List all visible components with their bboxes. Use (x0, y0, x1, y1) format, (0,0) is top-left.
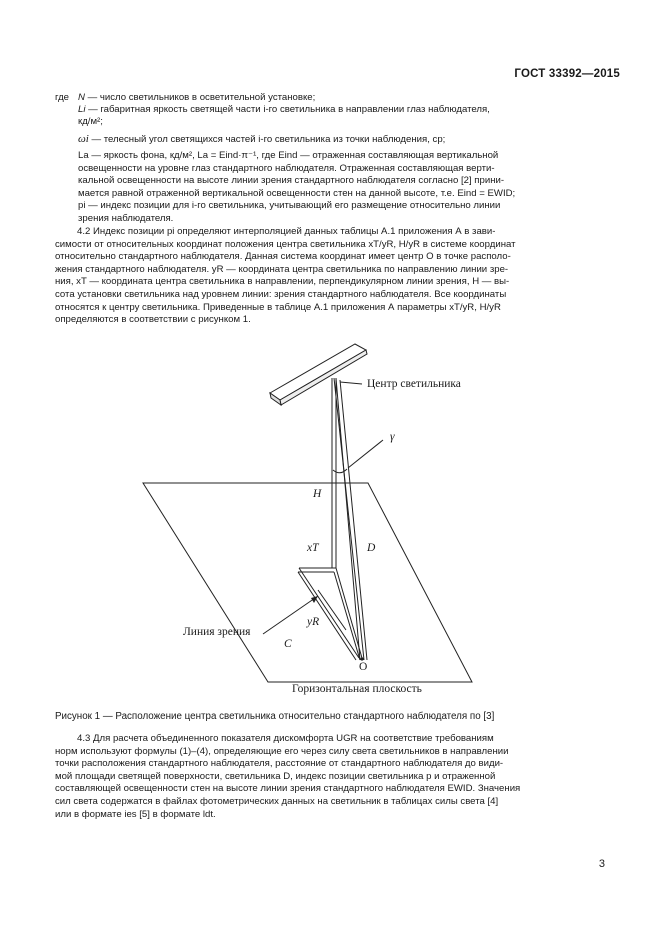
page-number: 3 (598, 858, 605, 870)
paragraph-4-2: 4.2 Индекс позиции pi определяют интерполяцией данных таблицы А.1 приложения А в зави- симости от относительных координат положения центра светильника xT/yR, H/yR в системе координат относительно стандартного наблюдателя. Данная система координат имеет центр О в точке располо- жения стандартного наблюдателя. yR — координата центра светильника по направлению линии зре- ния, xT — координата центра светильника в направлении, перпендикулярном линии зрения, H — вы- сота установки светильника над уровнем линии: зрения стандартного наблюдателя. Все координаты относятся к центру светильника. Приведенные в таблице А.1 приложения А параметры xT/yR, H/yR определяются в соответствии с рисунком 1. (55, 226, 516, 326)
sight-line (299, 568, 359, 658)
label-yr: yR (307, 616, 320, 628)
label-sight-line: Линия зрения (183, 626, 251, 638)
sight-leader (263, 596, 318, 634)
center-leader (340, 382, 362, 384)
standard-header: ГОСТ 33392—2015 (514, 68, 620, 80)
distance-line-d (334, 378, 364, 660)
label-horizontal-plane: Горизонтальная плоскость (292, 683, 422, 695)
definition-l-unit: кд/м²; (78, 116, 103, 127)
definition-n-text: N (78, 92, 85, 103)
definition-omega: ωi — телесный угол светящихся частей i-го светильника из точки наблюдения, ср; (78, 133, 446, 145)
definition-n: N — число светильников в осветительной установке; (78, 92, 316, 103)
where-word: где (55, 92, 70, 103)
definition-l: Li — габаритная яркость светящей части i-го светильника в направлении глаз наблюдателя, (78, 104, 490, 115)
label-o: O (359, 661, 368, 673)
label-xt: xT (307, 542, 319, 554)
definition-la: La — яркость фона, кд/м², La = Eind·π⁻¹, где Eind — отраженная составляющая вертикальной освещенности на уровне глаз стандартного наблюдателя. Отраженная составляющая верти- кальной освещенности на высоте линии зрения стандартного наблюдателя согласно [2] прини- мается равной отраженной вертикальной освещенности стен на данной высоте, т.е. Eind = EWID; (78, 150, 516, 199)
figure-diagram (0, 330, 661, 720)
figure-caption: Рисунок 1 — Расположение центра светильника относительно стандартного наблюдателя по [3] (55, 711, 495, 722)
paragraph-4-3: 4.3 Для расчета объединенного показателя дискомфорта UGR на соответствие требованиям норм используют формулы (1)–(4), определяющие его через силу света светильников в направлении точки расположения стандартного наблюдателя, расстояние от стандартного наблюдателя до види- мой площади светящей поверхности, светильника D, индекс позиции светильника p и отраженной составляющей освещенности стен на высоте линии зрения стандартного наблюдателя EWID. Значения сил света содержатся в файлах фотометрических данных на светильник в таблицах силы света [4] или в формате ies [5] в формате ldt. (55, 733, 521, 820)
luminaire-panel (270, 344, 366, 400)
label-gamma: γ (390, 431, 395, 443)
label-c: C (284, 638, 292, 650)
figure-1 (0, 330, 661, 720)
definition-p: pi — индекс позиции для i-го светильника, учитывающий его размещение относительно линии зрения наблюдателя. (78, 200, 501, 224)
horizontal-plane (143, 483, 472, 682)
label-center: Центр светильника (367, 378, 461, 390)
gamma-arc (333, 469, 347, 473)
label-h: H (313, 488, 322, 500)
label-d: D (367, 542, 376, 554)
